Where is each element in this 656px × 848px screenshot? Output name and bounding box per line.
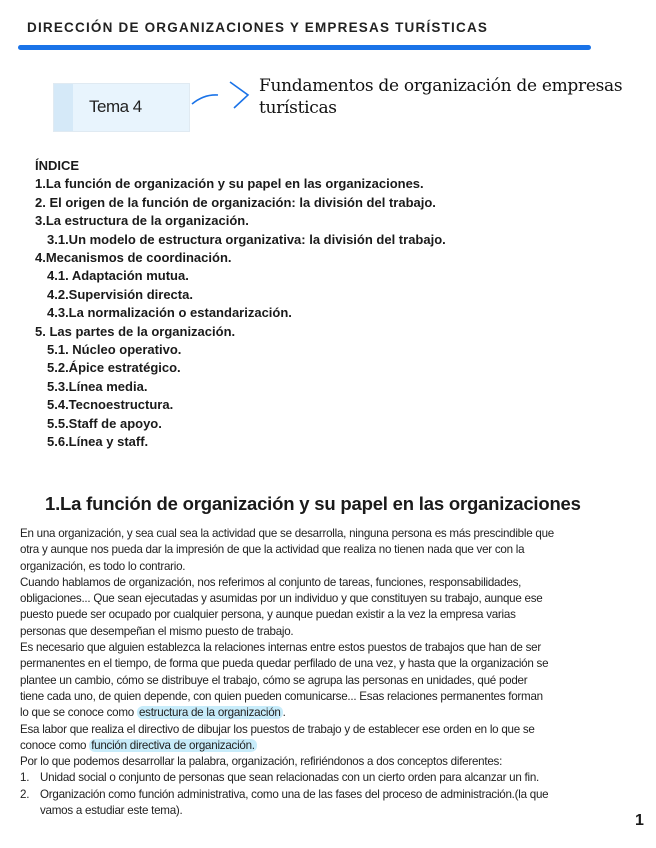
- index-item: 3.La estructura de la organización.: [35, 213, 249, 229]
- topic-badge: [53, 83, 190, 132]
- highlighted-term: función directiva de organización.: [91, 738, 255, 752]
- index-item: 5.2.Ápice estratégico.: [47, 360, 181, 376]
- body-line: organización, es todo lo contrario.: [20, 559, 186, 573]
- index-item: 4.2.Supervisión directa.: [47, 286, 193, 302]
- index-item: 5.1. Núcleo operativo.: [47, 342, 182, 358]
- list-number: 2.: [20, 787, 30, 801]
- page-number: 1: [635, 812, 644, 829]
- index-item: 5.6.Línea y staff.: [47, 434, 149, 450]
- list-item-text: Organización como función administrativa, como una de las fases del proceso de administración.(la que: [40, 787, 549, 801]
- body-line: puesto puede ser ocupado por cualquier persona, y aunque puedan existir a la vez la empresa varias: [20, 608, 516, 622]
- index-item: 5.4.Tecnoestructura.: [47, 397, 174, 413]
- index-item: 5.3.Línea media.: [47, 378, 148, 394]
- body-line: lo que se conoce como estructura de la organización .: [20, 706, 286, 720]
- body-line: personas que desempeñan el mismo puesto de trabajo.: [20, 624, 294, 638]
- arrow-icon: [188, 78, 258, 118]
- index-item: 5.5.Staff de apoyo.: [47, 415, 162, 431]
- index-item: 4.Mecanismos de coordinación.: [35, 250, 232, 266]
- topic-title: [259, 75, 622, 119]
- index-item: 5. Las partes de la organización.: [35, 323, 236, 339]
- course-header: DIRECCIÓN DE ORGANIZACIONES Y EMPRESAS TURÍSTICAS: [27, 20, 489, 35]
- list-number: 1.: [20, 771, 30, 785]
- list-item-text: vamos a estudiar este tema).: [40, 804, 183, 818]
- body-line: Cuando hablamos de organización, nos referimos al conjunto de tareas, funciones, responsabilidades,: [20, 575, 522, 589]
- section-heading: 1.La función de organización y su papel en las organizaciones: [45, 493, 581, 514]
- list-item: [20, 770, 554, 786]
- list-item: [20, 787, 554, 803]
- index-item: 3.1.Un modelo de estructura organizativa: la división del trabajo.: [47, 231, 446, 247]
- body-line: Esa labor que realiza el directivo de dibujar los puestos de trabajo y de establecer ese orden en lo que se: [20, 722, 535, 736]
- body-line: tiene cada uno, de quien depende, con quien pueden comunicarse... Esas relaciones permanentes forman: [20, 689, 543, 703]
- index-item: 4.1. Adaptación mutua.: [47, 268, 189, 284]
- index-item: 4.3.La normalización o estandarización.: [47, 305, 292, 321]
- list-item: [20, 803, 554, 819]
- section-body: [20, 526, 554, 819]
- list-item-text: Unidad social o conjunto de personas que sean relacionadas con un cierto orden para alcanzar un fin.: [40, 771, 539, 785]
- index-heading: ÍNDICE: [35, 158, 80, 173]
- topic-title-line: Fundamentos de organización de empresas: [259, 76, 623, 96]
- body-line: Es necesario que alguien establezca la relaciones internas entre estos puestos de trabajos que han de ser: [20, 641, 541, 655]
- body-line: otra y aunque nos pueda dar la impresión de que la actividad que realiza no tienen nada que ver con la: [20, 543, 525, 557]
- body-line: plantee un cambio, cómo se distribuye el trabajo, cómo se agrupa las personas en unidades, qué poder: [20, 673, 528, 687]
- body-line: obligaciones... Que sean ejecutadas y asumidas por un individuo y que constituyen su trabajo, aunque ese: [20, 592, 543, 606]
- highlighted-term: estructura de la organización: [138, 706, 281, 720]
- body-line: En una organización, y sea cual sea la actividad que se desarrolla, ninguna persona es más prescindible que: [20, 527, 554, 540]
- body-line: Por lo que podemos desarrollar la palabra, organización, refiriéndonos a dos conceptos diferentes:: [20, 755, 503, 769]
- topic-badge-strip: [54, 84, 73, 131]
- index-item: 1.La función de organización y su papel en las organizaciones.: [35, 176, 424, 192]
- header-divider: [18, 45, 591, 50]
- topic-title-line: turísticas: [259, 98, 337, 118]
- body-line: conoce como función directiva de organización.: [20, 738, 255, 752]
- table-of-contents: [35, 157, 446, 452]
- topic-label: Tema 4: [89, 97, 142, 116]
- body-line: permanentes en el tiempo, de forma que pueda quedar perfilado de una vez, y hasta que la organización se: [20, 657, 549, 671]
- index-item: 2. El origen de la función de organización: la división del trabajo.: [35, 194, 436, 210]
